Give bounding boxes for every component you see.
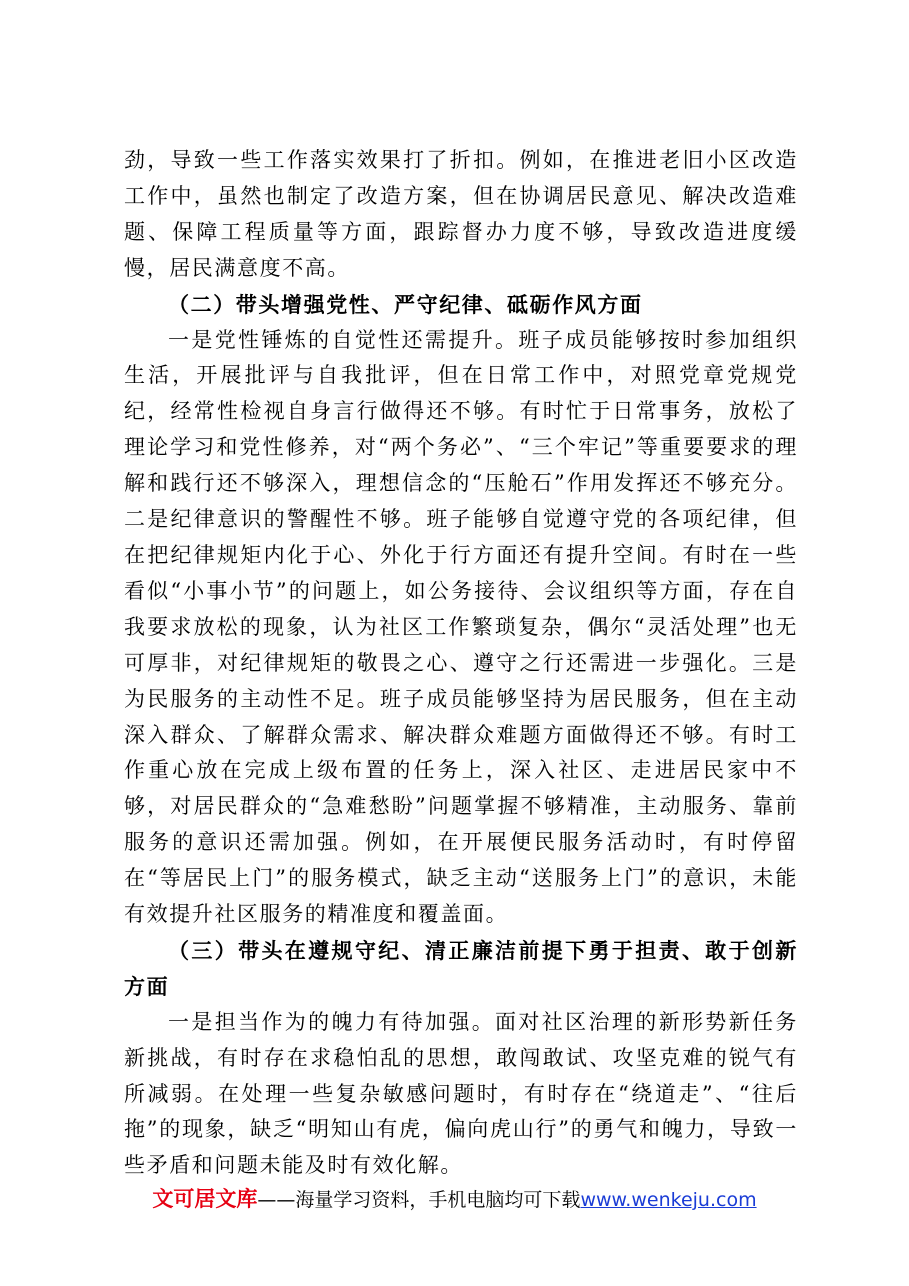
section-heading-3: （三）带头在遵规守纪、清正廉洁前提下勇于担责、敢于创新方面 <box>124 937 798 999</box>
brand-name: 文可居文库 <box>152 1187 258 1211</box>
body-paragraph: 一是担当作为的魄力有待加强。面对社区治理的新形势新任务新挑战，有时存在求稳怕乱的思想，敢闯敢试、攻坚克难的锐气有所减弱。在处理一些复杂敏感问题时，有时存在“绕道走”、“往后拖”的现象，缺乏“明知山有虎，偏向虎山行”的勇气和魄力，导致一些矛盾和问题未能及时有效化解。 <box>124 1009 798 1178</box>
footer-banner <box>0 1183 909 1213</box>
body-paragraph: 一是党性锤炼的自觉性还需提升。班子成员能够按时参加组织生活，开展批评与自我批评，但在日常工作中，对照党章党规党纪，经常性检视自身言行做得还不够。有时忙于日常事务，放松了理论学习和党性修养，对“两个务必”、“三个牢记”等重要要求的理解和践行还不够深入，理想信念的“压舱石”作用发挥还不够充分。二是纪律意识的警醒性不够。班子能够自觉遵守党的各项纪律，但在把纪律规矩内化于心、外化于行方面还有提升空间。有时在一些看似“小事小节”的问题上，如公务接待、会议组织等方面，存在自我要求放松的现象，认为社区工作繁琐复杂，偶尔“灵活处理”也无可厚非，对纪律规矩的敬畏之心、遵守之行还需进一步强化。三是为民服务的主动性不足。班子成员能够坚持为居民服务，但在主动深入群众、了解群众需求、解决群众难题方面做得还不够。有时工作重心放在完成上级布置的任务上，深入社区、走进居民家中不够，对居民群众的“急难愁盼”问题掌握不够精准，主动服务、靠前服务的意识还需加强。例如，在开展便民服务活动时，有时停留在“等居民上门”的服务模式，缺乏主动“送服务上门”的意识，未能有效提升社区服务的精准度和覆盖面。 <box>124 327 799 927</box>
section-heading-2: （二）带头增强党性、严守纪律、砥砺作风方面 <box>168 291 643 317</box>
body-paragraph: 劲，导致一些工作落实效果打了折扣。例如，在推进老旧小区改造工作中，虽然也制定了改造方案，但在协调居民意见、解决改造难题、保障工程质量等方面，跟踪督办力度不够，导致改造进度缓慢，居民满意度不高。 <box>124 148 798 280</box>
footer-tagline: ——海量学习资料，手机电脑均可下载 <box>257 1189 581 1211</box>
website-link[interactable]: www.wenkeju.com <box>580 1189 757 1211</box>
document-body <box>124 143 798 1184</box>
